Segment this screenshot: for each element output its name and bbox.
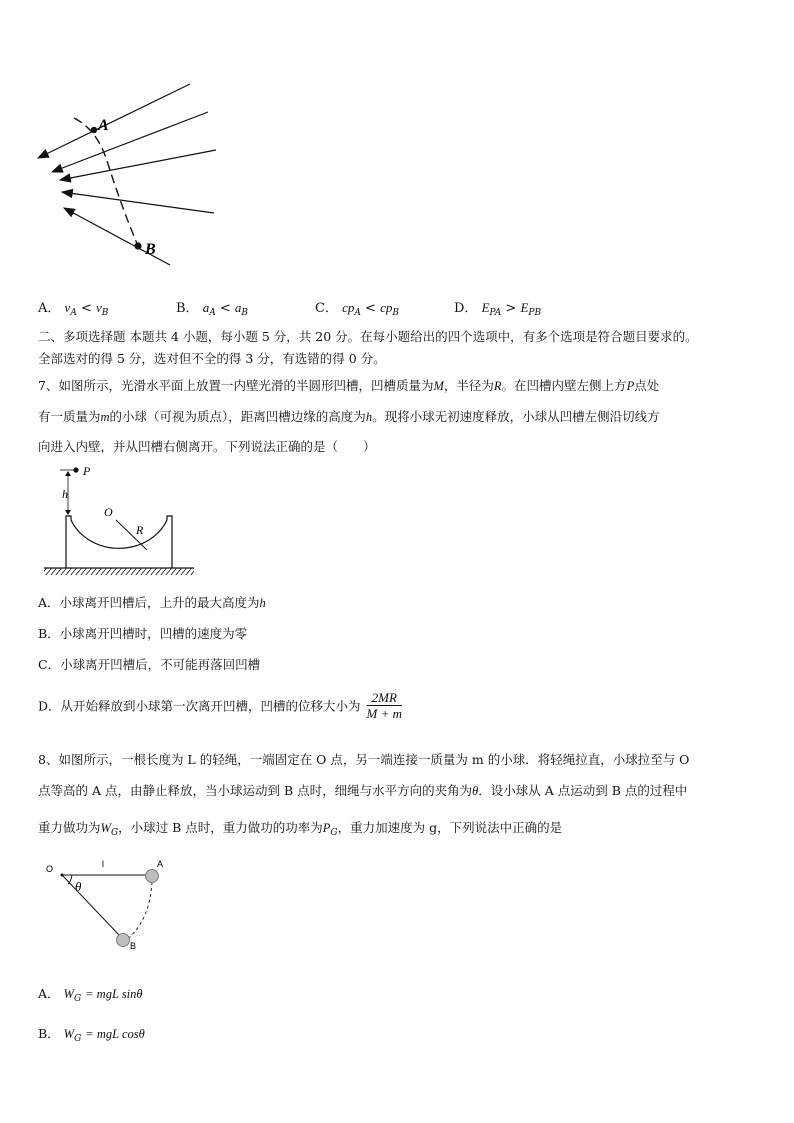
q7-option-c[interactable]: C．小球离开凹槽后，不可能再落回凹槽 [38,657,261,672]
trajectory-path [74,118,138,246]
label-r: R [136,523,144,537]
section2-line2: 全部选对的得 5 分，选对但不全的得 3 分，有选错的得 0 分。 [38,351,386,366]
q7-option-a[interactable]: A．小球离开凹槽后，上升的最大高度为h [38,595,266,610]
q6-figure [30,78,230,278]
q6-option-d[interactable]: D． $E_{PA} > E_{PB}$ [454,300,542,318]
q8-stem-line2: 点等高的 A 点，由静止释放，当小球运动到 B 点时，细绳与水平方向的夹角为θ．设小球从 A 点运动到 B 点的过程中 [38,783,688,798]
q8-option-b[interactable]: B． $W_G$ = mgL cosθ [38,1026,145,1044]
q8-stem-line1: 8、如图所示，一根长度为 L 的轻绳，一端固定在 O 点，另一端连接一质量为 m 的小球．将轻绳拉直，小球拉至与 O [38,752,690,767]
q8-option-a[interactable]: A． $W_G$ = mgL sinθ [38,986,143,1004]
q7-option-d-fraction: $\frac{2MR}{M + m}$ [366,690,403,721]
point-b [134,242,141,249]
label-b: B [130,941,137,951]
q8-figure [40,852,190,962]
label-l: l [102,859,104,869]
q7-stem-line3: 向进入内壁，并从凹槽右侧离开。下列说法正确的是（ ） [38,439,376,454]
q7-option-d[interactable]: D．从开始释放到小球第一次离开凹槽，凹槽的位移大小为 $\frac{2MR}{M + m}$ [38,690,403,721]
q8-stem-line3: 重力做功为$W_G$，小球过 B 点时，重力做功的功率为$P_G$，重力加速度为 g，下列说法中正确的是 [38,820,563,838]
field-line-2 [52,112,208,172]
q6-option-c[interactable]: C． $cp_A < cp_B$ [315,300,399,318]
label-theta: θ [75,879,82,894]
label-b: B [145,241,156,258]
ball-p [73,467,78,472]
q6-option-a[interactable]: A． $v_A < v_B$ [38,300,109,318]
label-a: A [98,117,109,134]
q7-stem-line1: 7、如图所示，光滑水平面上放置一内壁光滑的半圆形凹槽，凹槽质量为M，半径为R。在凹槽内壁左侧上方P点处 [38,378,660,393]
q7-figure [40,462,200,582]
label-o: O [46,864,54,874]
field-line-4 [62,192,214,213]
label-p: P [83,464,91,478]
rope-ob [62,875,120,936]
q6-option-b[interactable]: B． $a_A < a_B$ [176,300,249,318]
field-line-1 [38,84,190,158]
q7-stem-line2: 有一质量为m的小球（可视为质点），距离凹槽边缘的高度为h。现将小球无初速度释放，小球从凹槽左侧沿切线方 [38,409,660,424]
groove-body [66,516,172,568]
field-line-3 [60,150,216,180]
label-o: O [104,505,113,519]
label-h: h [62,487,68,501]
ball-b [117,934,130,947]
arc-path [124,882,152,942]
label-a: A [157,859,164,869]
ground-hatch [44,568,194,575]
ball-a [146,870,159,883]
point-a [91,127,97,133]
section2-line1: 二、多项选择题 本题共 4 小题，每小题 5 分，共 20 分。在每小题给出的四个选项中，有多个选项是符合题目要求的。 [38,329,698,344]
q7-option-b[interactable]: B．小球离开凹槽时，凹槽的速度为零 [38,626,248,641]
pivot-o [61,874,64,877]
